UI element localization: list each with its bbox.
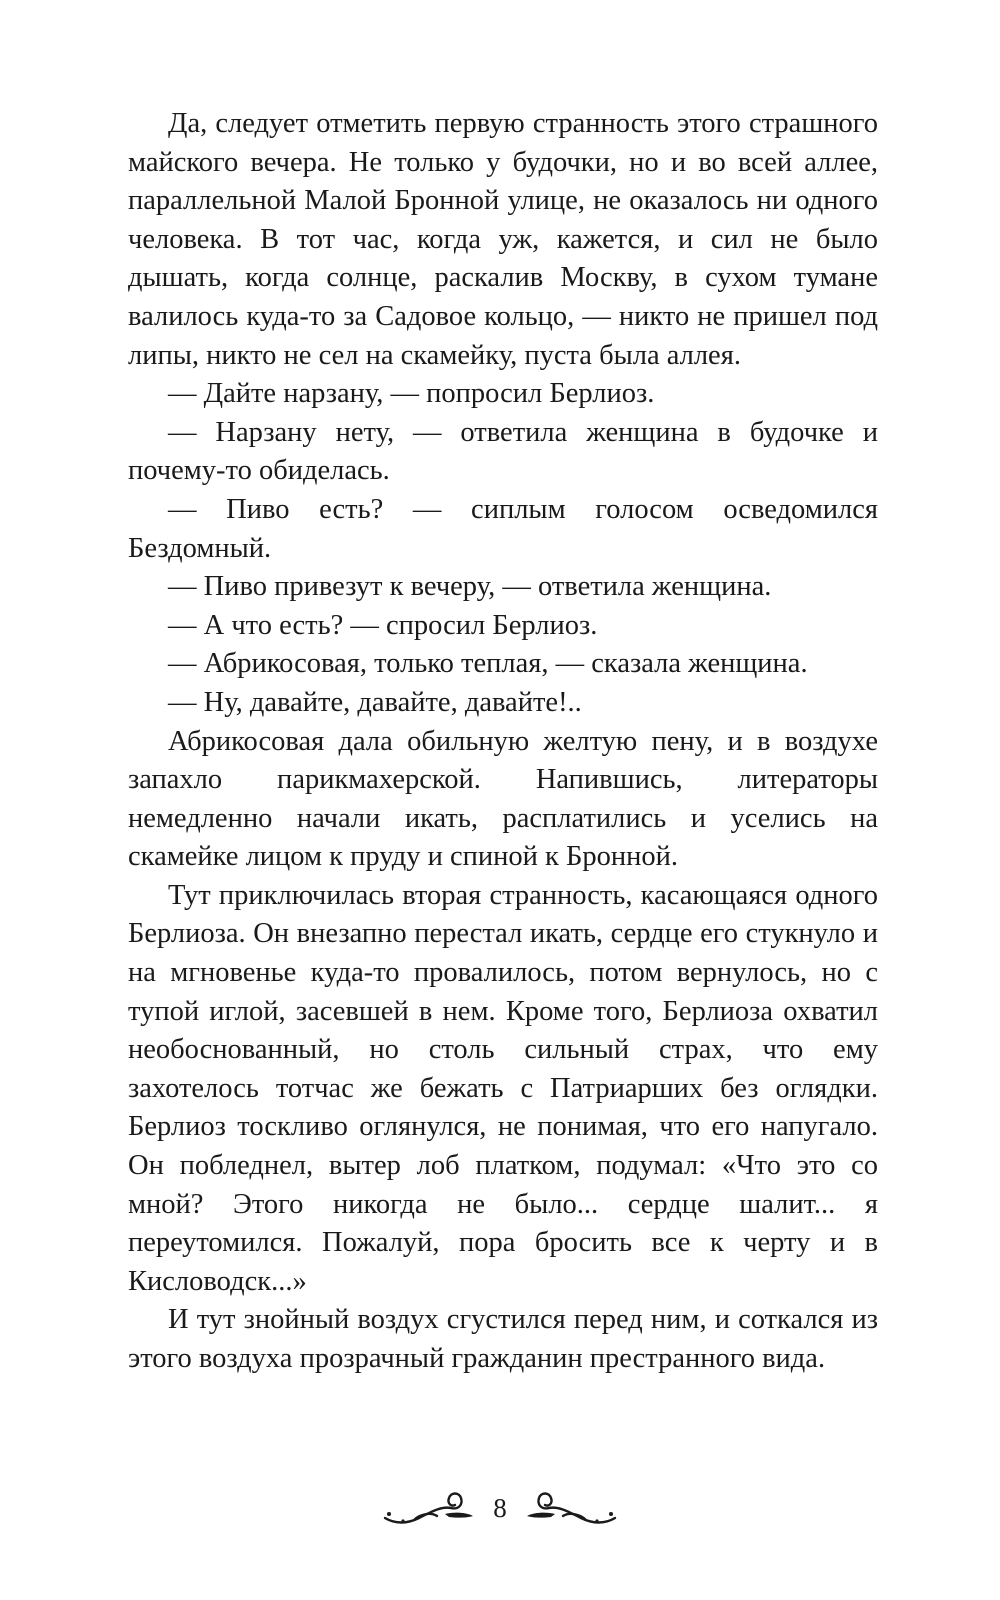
ornament-left-icon xyxy=(381,1488,477,1528)
ornament-right-icon xyxy=(523,1488,619,1528)
paragraph-9: Абрикосовая дала обильную желтую пену, и в воздухе запахло парикмахерской. Напившись, литераторы немедленно начали икать, расплатились и уселись на скамейке лицом к пруду и спиной к Бронной. xyxy=(128,725,878,873)
paragraph-10: Тут приключилась вторая странность, касающаяся одного Берлиоза. Он внезапно перестал икать, сердце его стукнуло и на мгновенье куда-то провалилось, потом вернулось, но с тупой иглой, засевшей в нем. Кроме того, Берлиоза охватил необоснованный, но столь сильный страх, что ему захотелось тотчас же бежать с Патриарших без оглядки. Берлиоз тоскливо оглянулся, не понимая, что его напугало. Он побледнел, вытер лоб платком, подумал: «Что это со мной? Этого никогда не было... сердце шалит... я переутомился. Пожалуй, пора бросить все к черту и в Кисловодск...» xyxy=(128,879,878,1297)
paragraph-8: — Ну, давайте, давайте, давайте!.. xyxy=(168,686,582,718)
paragraph-7: — Абрикосовая, только теплая, — сказала женщина. xyxy=(168,648,808,680)
paragraph-4: — Пиво есть? — сиплым голосом осведомился Бездомный. xyxy=(128,493,878,564)
paragraph-2: — Дайте нарзану, — попросил Берлиоз. xyxy=(168,378,655,410)
paragraph-1: Да, следует отметить первую странность этого страшного майского вечера. Не только у будочки, но и во всей аллее, параллельной Малой Бронной улице, не оказалось ни одного человека. В тот час, когда уж, кажется, и сил не было дышать, когда солнце, раскалив Москву, в сухом тумане валилось куда-то за Садовое кольцо, — никто не пришел под липы, никто не сел на скамейку, пуста была аллея. xyxy=(128,108,878,371)
page-body xyxy=(128,105,878,1379)
paragraph-11: И тут знойный воздух сгустился перед ним, и соткался из этого воздуха прозрачный гражданин престранного вида. xyxy=(128,1304,878,1374)
page-number: 8 xyxy=(493,1492,507,1523)
paragraph-6: — А что есть? — спросил Берлиоз. xyxy=(168,609,598,641)
paragraph-3: — Нарзану нету, — ответила женщина в будочке и почему-то обиделась. xyxy=(128,416,878,487)
paragraph-5: — Пиво привезут к вечеру, — ответила женщина. xyxy=(168,571,772,603)
page-footer xyxy=(0,1478,1000,1538)
